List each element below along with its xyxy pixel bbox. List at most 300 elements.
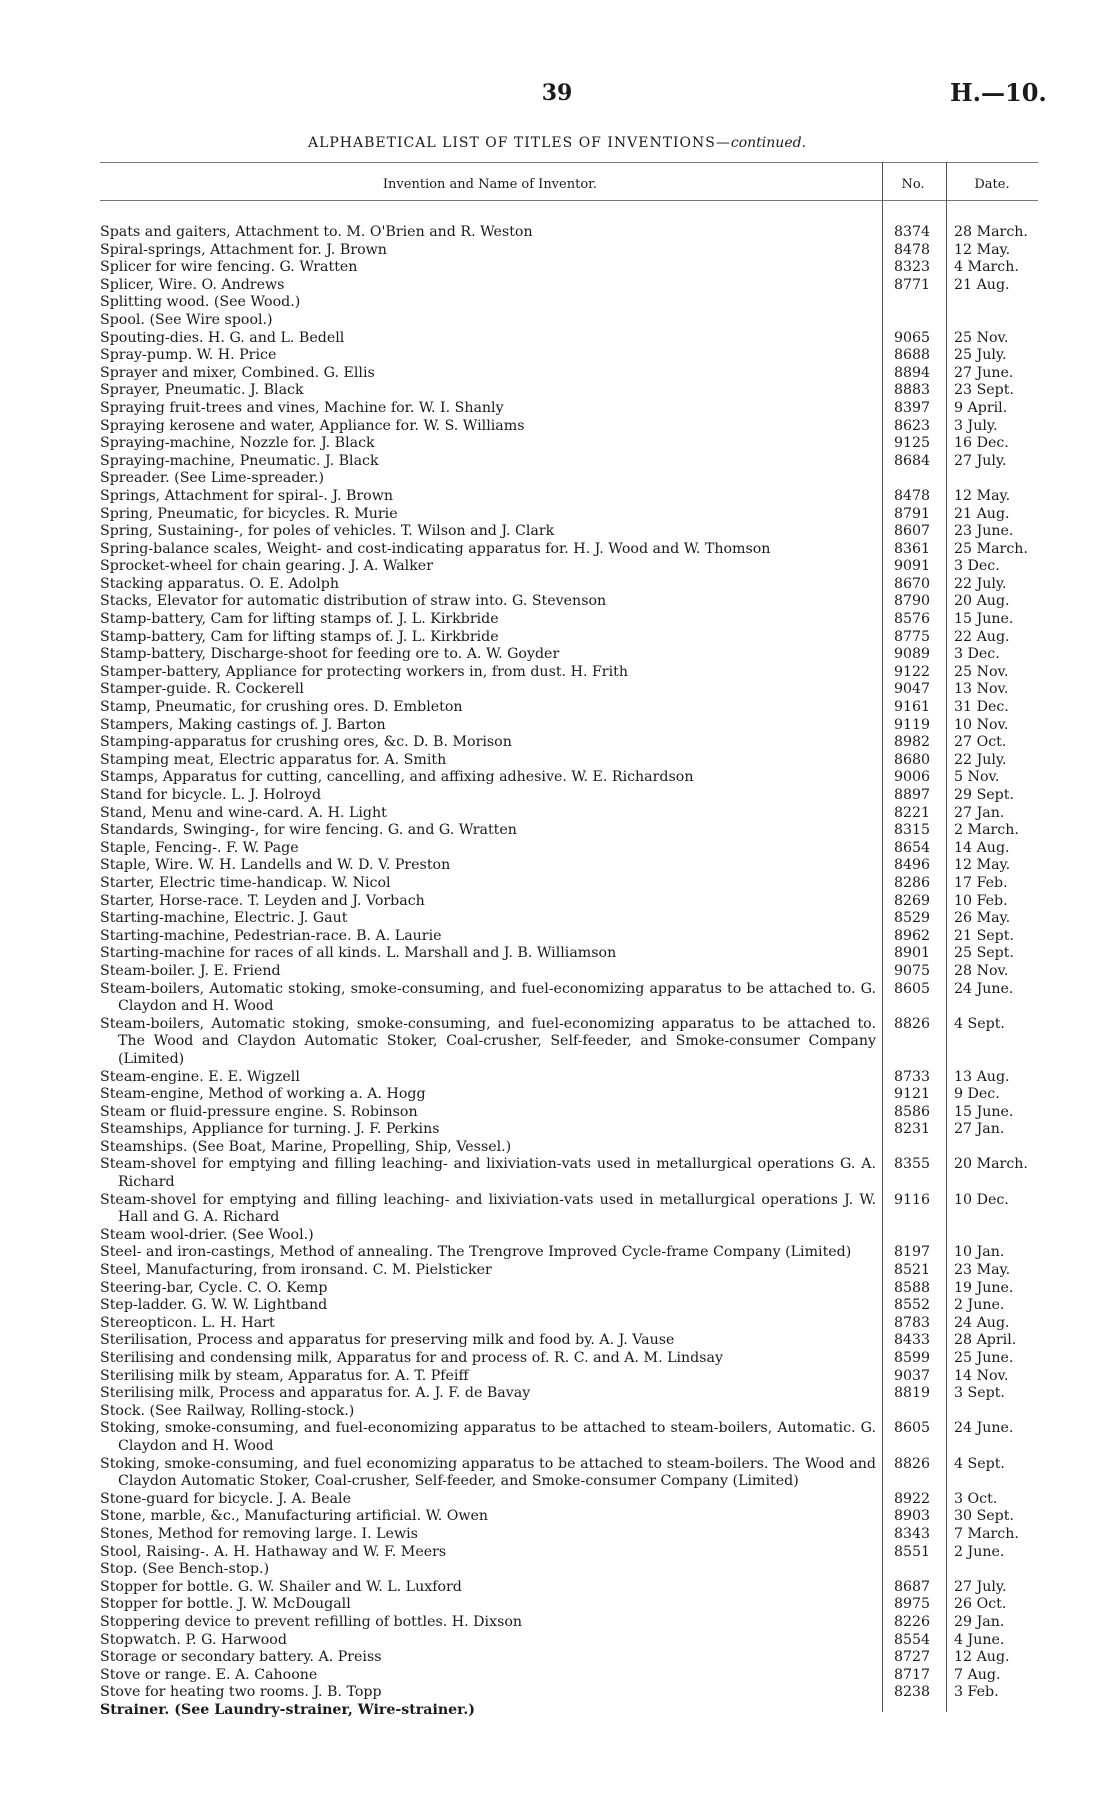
- invention-title: Steam-engine. E. E. Wigzell: [100, 1068, 300, 1085]
- patent-date: 20 Aug.: [954, 593, 1010, 610]
- document-code: H.—10.: [950, 78, 1047, 107]
- patent-date: 7 Aug.: [954, 1666, 1001, 1683]
- table-row: [100, 1227, 1038, 1245]
- invention-title: Stamper-battery, Appliance for protecting workers in, from dust. H. Frith: [100, 663, 628, 680]
- patent-number: 9116: [893, 1191, 931, 1208]
- table-row: [100, 1649, 1038, 1667]
- invention-title: Stoking, smoke-consuming, and fuel economizing apparatus to be attached to steam-boilers. The Wood and Claydon Automatic Stoker, Coal-crusher, Self-feeder, and Smoke-consumer Company (Limited): [100, 1455, 876, 1490]
- patent-date: 3 July.: [954, 417, 998, 434]
- table-row: [100, 347, 1038, 365]
- table-row: [100, 1086, 1038, 1104]
- invention-title: Splicer, Wire. O. Andrews: [100, 276, 285, 293]
- patent-date: 28 Nov.: [954, 962, 1009, 979]
- invention-title: Splitting wood. (See Wood.): [100, 294, 301, 311]
- patent-number: 8962: [893, 927, 931, 944]
- table-row: [100, 259, 1038, 277]
- patent-number: 9091: [893, 558, 931, 575]
- patent-number: 8361: [893, 540, 931, 557]
- table-row: [100, 629, 1038, 647]
- patent-number: 8588: [893, 1279, 931, 1296]
- table-row: [100, 1016, 1038, 1069]
- patent-date: 4 June.: [954, 1631, 1005, 1648]
- patent-date: 22 July.: [954, 575, 1007, 592]
- invention-title: Stool, Raising-. A. H. Hathaway and W. F. Meers: [100, 1543, 447, 1560]
- patent-number: [880, 1227, 944, 1245]
- invention-title: Stamping-apparatus for crushing ores, &c. D. B. Morison: [100, 734, 512, 751]
- invention-title: Stacks, Elevator for automatic distribution of straw into. G. Stevenson: [100, 593, 607, 610]
- invention-title: Spouting-dies. H. G. and L. Bedell: [100, 329, 345, 346]
- column-header-invention: Invention and Name of Inventor.: [382, 177, 598, 192]
- patent-number: 8771: [893, 276, 931, 293]
- patent-date: 24 Aug.: [954, 1314, 1010, 1331]
- table-row: [100, 1069, 1038, 1087]
- patent-number: 8607: [893, 523, 931, 540]
- patent-date: 4 Sept.: [954, 1455, 1005, 1472]
- table-row: [100, 1456, 1038, 1491]
- patent-date: 26 Oct.: [954, 1596, 1007, 1613]
- patent-number: 8226: [893, 1613, 931, 1630]
- table-row: [100, 664, 1038, 682]
- patent-number: [880, 470, 944, 488]
- invention-title: Splicer for wire fencing. G. Wratten: [100, 259, 358, 276]
- patent-date: 29 Jan.: [954, 1613, 1005, 1630]
- table-row: [100, 1244, 1038, 1262]
- patent-number: 8605: [893, 980, 931, 997]
- table-row: [100, 576, 1038, 594]
- patent-number: 8680: [893, 751, 931, 768]
- patent-date: 27 June.: [954, 364, 1014, 381]
- table-row: [100, 1156, 1038, 1191]
- patent-number: 8374: [893, 224, 931, 240]
- patent-date: 22 July.: [954, 751, 1007, 768]
- table-row: [100, 1544, 1038, 1562]
- patent-date: 21 Aug.: [954, 276, 1010, 293]
- patent-number: [880, 1561, 944, 1579]
- invention-title: Step-ladder. G. W. W. Lightband: [100, 1297, 328, 1314]
- patent-number: 8733: [893, 1068, 931, 1085]
- patent-number: 8286: [893, 874, 931, 891]
- invention-title: Steam or fluid-pressure engine. S. Robinson: [100, 1103, 418, 1120]
- patent-date: 24 June.: [954, 1420, 1014, 1437]
- patent-date: 14 Aug.: [954, 839, 1010, 856]
- table-row: [100, 1614, 1038, 1632]
- invention-title: Starting-machine, Pedestrian-race. B. A. Laurie: [100, 927, 442, 944]
- patent-number: 9125: [893, 435, 931, 452]
- invention-title: Spraying-machine, Nozzle for. J. Black: [100, 435, 375, 452]
- patent-number: 8496: [893, 857, 931, 874]
- patent-number: 8826: [893, 1015, 931, 1032]
- patent-date: 3 Oct.: [954, 1490, 998, 1507]
- table-row: [100, 312, 1038, 330]
- table-row: [100, 400, 1038, 418]
- invention-title: Stamping meat, Electric apparatus for. A. Smith: [100, 751, 447, 768]
- invention-title: Spats and gaiters, Attachment to. M. O'Brien and R. Weston: [100, 224, 533, 240]
- invention-title: Stamp, Pneumatic, for crushing ores. D. Embleton: [100, 699, 463, 716]
- patent-number: 9006: [893, 769, 931, 786]
- invention-title: Sprayer, Pneumatic. J. Black: [100, 382, 304, 399]
- table-row: [100, 470, 1038, 488]
- table-row: [100, 928, 1038, 946]
- invention-title: Spring, Pneumatic, for bicycles. R. Murie: [100, 505, 398, 522]
- patent-number: [880, 1139, 944, 1157]
- table-row: [100, 699, 1038, 717]
- table-row: [100, 558, 1038, 576]
- patent-number: 8355: [893, 1156, 931, 1173]
- table-row: [100, 1297, 1038, 1315]
- table-row: [100, 1350, 1038, 1368]
- patent-date: 13 Nov.: [954, 681, 1009, 698]
- invention-title: Stand, Menu and wine-card. A. H. Light: [100, 804, 387, 821]
- patent-number: 8343: [893, 1525, 931, 1542]
- invention-title: Spreader. (See Lime-spreader.): [100, 470, 325, 487]
- patent-number: 8221: [893, 804, 931, 821]
- invention-title: Stamps, Apparatus for cutting, cancelling, and affixing adhesive. W. E. Richardson: [100, 769, 694, 786]
- table-row: [100, 541, 1038, 559]
- table-row: [100, 1332, 1038, 1350]
- patent-number: 8554: [893, 1631, 931, 1648]
- patent-number: 8238: [893, 1684, 931, 1701]
- table-row: [100, 1139, 1038, 1157]
- patent-number: 8775: [893, 628, 931, 645]
- invention-title: Strainer. (See Laundry-strainer, Wire-strainer.): [100, 1701, 476, 1718]
- invention-title: Stone, marble, &c., Manufacturing artificial. W. Owen: [100, 1508, 489, 1525]
- patent-date: 4 Sept.: [954, 1015, 1005, 1032]
- patent-date: 27 July.: [954, 1578, 1007, 1595]
- invention-title: Stock. (See Railway, Rolling-stock.): [100, 1402, 355, 1419]
- invention-title: Stopper for bottle. J. W. McDougall: [100, 1596, 351, 1613]
- patent-number: 8552: [893, 1297, 931, 1314]
- invention-title: Starter, Horse-race. T. Leyden and J. Vorbach: [100, 892, 425, 909]
- table-row: [100, 1632, 1038, 1650]
- patent-number: 8654: [893, 839, 931, 856]
- table-row: [100, 453, 1038, 471]
- table-row: [100, 1280, 1038, 1298]
- patent-date: [944, 1702, 1038, 1720]
- patent-number: 9121: [893, 1086, 931, 1103]
- patent-date: 12 Aug.: [954, 1649, 1010, 1666]
- table-row: [100, 1684, 1038, 1702]
- invention-title: Stacking apparatus. O. E. Adolph: [100, 575, 339, 592]
- invention-title: Steam wool-drier. (See Wool.): [100, 1226, 314, 1243]
- patent-number: 8684: [893, 452, 931, 469]
- invention-title: Steam-shovel for emptying and filling leaching- and lixiviation-vats used in metallurgical operations G. A. Richard: [100, 1156, 876, 1191]
- table-row: [100, 857, 1038, 875]
- patent-date: 13 Aug.: [954, 1068, 1010, 1085]
- invention-title: Stamper-guide. R. Cockerell: [100, 681, 304, 698]
- table-row: [100, 1262, 1038, 1280]
- table-row: [100, 488, 1038, 506]
- patent-number: 8717: [893, 1666, 931, 1683]
- table-row: [100, 1491, 1038, 1509]
- invention-title: Spring, Sustaining-, for poles of vehicles. T. Wilson and J. Clark: [100, 523, 555, 540]
- page-number: 39: [541, 80, 573, 106]
- patent-date: 29 Sept.: [954, 787, 1014, 803]
- invention-title: Steering-bar, Cycle. C. O. Kemp: [100, 1279, 328, 1296]
- patent-date: 2 June.: [954, 1297, 1005, 1314]
- patent-date: [944, 470, 1038, 488]
- patent-date: 28 April.: [954, 1332, 1017, 1349]
- patent-number: 8826: [893, 1455, 931, 1472]
- invention-title: Stones, Method for removing large. I. Lewis: [100, 1525, 418, 1542]
- table-row: [100, 1385, 1038, 1403]
- table-row: [100, 752, 1038, 770]
- patent-number: 9065: [893, 329, 931, 346]
- table-row: [100, 382, 1038, 400]
- patent-number: 8605: [893, 1420, 931, 1437]
- patent-number: 8586: [893, 1103, 931, 1120]
- table-row: [100, 646, 1038, 664]
- patent-date: 3 Dec.: [954, 558, 1000, 575]
- invention-title: Stopwatch. P. G. Harwood: [100, 1631, 287, 1648]
- patent-number: 8197: [893, 1244, 931, 1261]
- table-row: [100, 717, 1038, 735]
- patent-date: 15 June.: [954, 1103, 1014, 1120]
- patent-date: 14 Nov.: [954, 1367, 1009, 1384]
- patent-number: 8670: [893, 575, 931, 592]
- table-row: [100, 769, 1038, 787]
- patent-date: 23 May.: [954, 1262, 1011, 1279]
- invention-title: Stone-guard for bicycle. J. A. Beale: [100, 1490, 351, 1507]
- patent-number: 8521: [893, 1262, 931, 1279]
- invention-title: Starting-machine, Electric. J. Gaut: [100, 910, 348, 927]
- patent-number: 8894: [893, 364, 931, 381]
- patent-number: 8790: [893, 593, 931, 610]
- table-row: [100, 1420, 1038, 1455]
- invention-title: Stand for bicycle. L. J. Holroyd: [100, 787, 322, 803]
- patent-number: 8901: [893, 945, 931, 962]
- table-row: [100, 822, 1038, 840]
- patent-date: 20 March.: [954, 1156, 1028, 1173]
- table-row: [100, 294, 1038, 312]
- patent-date: 10 Jan.: [954, 1244, 1005, 1261]
- patent-date: [944, 312, 1038, 330]
- table-row: [100, 1403, 1038, 1421]
- patent-number: 8623: [893, 417, 931, 434]
- patent-date: 25 July.: [954, 347, 1007, 364]
- patent-date: 25 Sept.: [954, 945, 1014, 962]
- table-row: [100, 1192, 1038, 1227]
- invention-title: Sterilising and condensing milk, Apparatus for and process of. R. C. and A. M. Lindsay: [100, 1350, 724, 1366]
- patent-date: 31 Dec.: [954, 699, 1009, 716]
- patent-number: 8315: [893, 822, 931, 839]
- invention-title: Stamp-battery, Cam for lifting stamps of. J. L. Kirkbride: [100, 628, 499, 645]
- patent-number: 9161: [893, 699, 931, 716]
- table-row: [100, 945, 1038, 963]
- patent-number: 8783: [893, 1314, 931, 1331]
- table-row: [100, 1368, 1038, 1386]
- table-row: [100, 981, 1038, 1016]
- patent-date: [944, 1403, 1038, 1421]
- invention-title: Sprayer and mixer, Combined. G. Ellis: [100, 364, 375, 381]
- patent-date: 15 June.: [954, 611, 1014, 628]
- patent-number: 8903: [893, 1508, 931, 1525]
- table-row: [100, 1104, 1038, 1122]
- patent-date: 3 Dec.: [954, 646, 1000, 663]
- invention-title: Staple, Fencing-. F. W. Page: [100, 839, 299, 856]
- patent-number: [880, 294, 944, 312]
- patent-date: 23 Sept.: [954, 382, 1014, 399]
- patent-date: [944, 1139, 1038, 1157]
- patent-date: 25 June.: [954, 1350, 1014, 1366]
- patent-number: 9089: [893, 646, 931, 663]
- invention-title: Sterilising milk, Process and apparatus for. A. J. F. de Bavay: [100, 1385, 531, 1402]
- patent-date: 28 March.: [954, 224, 1028, 240]
- table-row: [100, 875, 1038, 893]
- invention-title: Stove for heating two rooms. J. B. Topp: [100, 1684, 382, 1701]
- table-row: [100, 1526, 1038, 1544]
- table-row: [100, 1702, 1038, 1720]
- table-row: [100, 893, 1038, 911]
- patent-number: 8478: [893, 487, 931, 504]
- patent-date: 9 Dec.: [954, 1086, 1000, 1103]
- table-row: [100, 523, 1038, 541]
- patent-date: 27 Jan.: [954, 804, 1005, 821]
- patent-date: 27 July.: [954, 452, 1007, 469]
- patent-date: 27 Oct.: [954, 734, 1007, 751]
- patent-number: 9122: [893, 663, 931, 680]
- patent-date: 19 June.: [954, 1279, 1014, 1296]
- invention-title: Spraying fruit-trees and vines, Machine for. W. I. Shanly: [100, 399, 504, 416]
- invention-title: Steam-boilers, Automatic stoking, smoke-consuming, and fuel-economizing apparatus to be attached to. The Wood and Claydon Automatic Stoker, Coal-crusher, Self-feeder, and Smoke-consumer Company (Limited): [100, 1015, 876, 1067]
- patent-date: 23 June.: [954, 523, 1014, 540]
- patent-number: 8231: [893, 1121, 931, 1138]
- patent-number: 8478: [893, 241, 931, 258]
- invention-title: Steamships. (See Boat, Marine, Propelling, Ship, Vessel.): [100, 1138, 512, 1155]
- patent-date: 12 May.: [954, 487, 1011, 504]
- patent-date: [944, 1227, 1038, 1245]
- patent-number: 8922: [893, 1490, 931, 1507]
- patent-number: 8975: [893, 1596, 931, 1613]
- patent-number: 8576: [893, 611, 931, 628]
- patent-date: 3 Feb.: [954, 1684, 999, 1701]
- invention-title: Stove or range. E. A. Cahoone: [100, 1666, 318, 1683]
- table-row: [100, 330, 1038, 348]
- table-row: [100, 734, 1038, 752]
- patent-date: 25 Nov.: [954, 663, 1009, 680]
- invention-title: Spiral-springs, Attachment for. J. Brown: [100, 241, 387, 258]
- invention-title: Spraying-machine, Pneumatic. J. Black: [100, 452, 379, 469]
- invention-title: Stopper for bottle. G. W. Shailer and W. L. Luxford: [100, 1578, 462, 1595]
- patent-number: 9037: [893, 1367, 931, 1384]
- page-title: [0, 135, 1114, 151]
- patent-date: 2 June.: [954, 1543, 1005, 1560]
- header-bottom-rule: [100, 200, 1038, 201]
- patent-date: 10 Feb.: [954, 892, 1008, 909]
- patent-number: 8551: [893, 1543, 931, 1560]
- inventions-table: [100, 224, 1038, 1719]
- column-header-no: No.: [901, 177, 925, 192]
- patent-date: 10 Dec.: [954, 1191, 1009, 1208]
- table-row: [100, 224, 1038, 242]
- patent-date: 12 May.: [954, 857, 1011, 874]
- invention-title: Standards, Swinging-, for wire fencing. G. and G. Wratten: [100, 822, 517, 839]
- patent-date: 4 March.: [954, 259, 1019, 276]
- patent-date: 24 June.: [954, 980, 1014, 997]
- patent-date: 7 March.: [954, 1525, 1019, 1542]
- patent-number: [880, 312, 944, 330]
- invention-title: Steam-shovel for emptying and filling leaching- and lixiviation-vats used in metallurgical operations J. W. Hall and G. A. Richard: [100, 1191, 876, 1226]
- table-row: [100, 1579, 1038, 1597]
- column-header-date: Date.: [974, 177, 1010, 192]
- title-text: ALPHABETICAL LIST OF TITLES OF INVENTIONS—: [307, 135, 731, 151]
- invention-title: Spool. (See Wire spool.): [100, 311, 273, 328]
- patent-date: 3 Sept.: [954, 1385, 1005, 1402]
- title-continued: continued.: [730, 135, 807, 151]
- patent-number: 8433: [893, 1332, 931, 1349]
- patent-number: 8883: [893, 382, 931, 399]
- table-row: [100, 963, 1038, 981]
- patent-date: 17 Feb.: [954, 874, 1008, 891]
- invention-title: Steam-boiler. J. E. Friend: [100, 962, 281, 979]
- patent-date: 27 Jan.: [954, 1121, 1005, 1138]
- invention-title: Spraying kerosene and water, Appliance for. W. S. Williams: [100, 417, 525, 434]
- patent-number: [880, 1702, 944, 1720]
- invention-title: Staple, Wire. W. H. Landells and W. D. V. Preston: [100, 857, 451, 874]
- invention-title: Stereopticon. L. H. Hart: [100, 1314, 275, 1331]
- patent-number: 8819: [893, 1385, 931, 1402]
- invention-title: Springs, Attachment for spiral-. J. Brown: [100, 487, 393, 504]
- invention-title: Sterilisation, Process and apparatus for preserving milk and food by. A. J. Vause: [100, 1332, 675, 1349]
- patent-number: 8599: [893, 1350, 931, 1366]
- table-row: [100, 1121, 1038, 1139]
- invention-title: Steam-engine, Method of working a. A. Hogg: [100, 1086, 426, 1103]
- table-row: [100, 1315, 1038, 1333]
- patent-date: 5 Nov.: [954, 769, 1000, 786]
- invention-title: Steamships, Appliance for turning. J. F. Perkins: [100, 1121, 440, 1138]
- patent-number: 8323: [893, 259, 931, 276]
- invention-title: Spring-balance scales, Weight- and cost-indicating apparatus for. H. J. Wood and W. Thomson: [100, 540, 771, 557]
- patent-number: 8791: [893, 505, 931, 522]
- invention-title: Steel, Manufacturing, from ironsand. C. M. Pielsticker: [100, 1262, 492, 1279]
- patent-date: 25 March.: [954, 540, 1028, 557]
- patent-number: 8269: [893, 892, 931, 909]
- table-row: [100, 435, 1038, 453]
- patent-date: 12 May.: [954, 241, 1011, 258]
- patent-number: 9075: [893, 962, 931, 979]
- patent-date: 30 Sept.: [954, 1508, 1014, 1525]
- invention-title: Stamp-battery, Cam for lifting stamps of. J. L. Kirkbride: [100, 611, 499, 628]
- invention-title: Starting-machine for races of all kinds. L. Marshall and J. B. Williamson: [100, 945, 617, 962]
- table-row: [100, 1561, 1038, 1579]
- patent-date: 9 April.: [954, 399, 1008, 416]
- table-row: [100, 805, 1038, 823]
- invention-title: Sterilising milk by steam, Apparatus for. A. T. Pfeiff: [100, 1367, 469, 1384]
- patent-number: 8529: [893, 910, 931, 927]
- invention-title: Stoppering device to prevent refilling of bottles. H. Dixson: [100, 1613, 523, 1630]
- patent-number: 8897: [893, 787, 931, 803]
- table-row: [100, 418, 1038, 436]
- invention-title: Stop. (See Bench-stop.): [100, 1561, 270, 1578]
- patent-number: 8687: [893, 1578, 931, 1595]
- patent-date: 21 Sept.: [954, 927, 1014, 944]
- table-row: [100, 787, 1038, 805]
- table-row: [100, 910, 1038, 928]
- invention-title: Spray-pump. W. H. Price: [100, 347, 277, 364]
- patent-number: [880, 1403, 944, 1421]
- patent-date: [944, 294, 1038, 312]
- table-row: [100, 242, 1038, 260]
- table-row: [100, 1508, 1038, 1526]
- table-row: [100, 365, 1038, 383]
- table-row: [100, 593, 1038, 611]
- invention-title: Storage or secondary battery. A. Preiss: [100, 1649, 382, 1666]
- patent-number: 9047: [893, 681, 931, 698]
- patent-date: 16 Dec.: [954, 435, 1009, 452]
- invention-title: Sprocket-wheel for chain gearing. J. A. Walker: [100, 558, 433, 575]
- table-row: [100, 506, 1038, 524]
- invention-title: Steel- and iron-castings, Method of annealing. The Trengrove Improved Cycle-frame Company (Limited): [100, 1244, 852, 1261]
- patent-date: [944, 1561, 1038, 1579]
